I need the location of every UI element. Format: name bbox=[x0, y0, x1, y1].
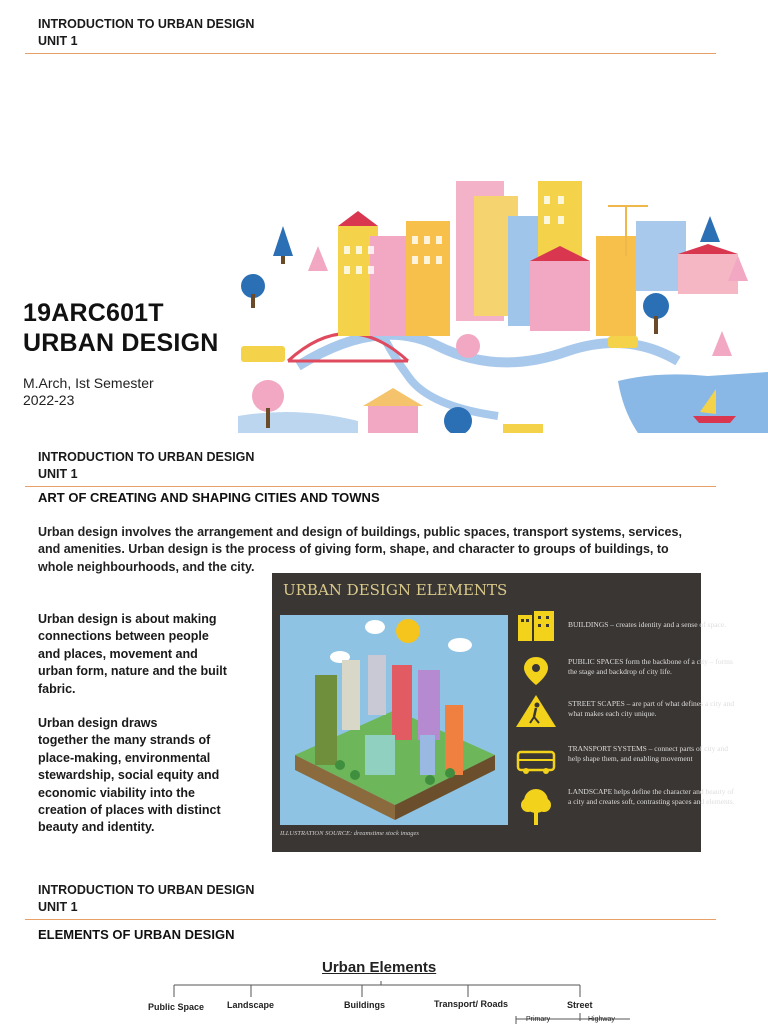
para-line: economic viability into the bbox=[38, 785, 195, 800]
panel-title: URBAN DESIGN ELEMENTS bbox=[283, 581, 508, 599]
para-line: fabric. bbox=[38, 681, 76, 696]
item-text: TRANSPORT SYSTEMS – connect parts of city and help shape them, and enabling movement bbox=[568, 744, 729, 763]
para-line: beauty and identity. bbox=[38, 820, 155, 835]
course-title: URBAN DESIGN bbox=[23, 329, 219, 357]
intro-line: and amenities. Urban design is the process of giving form, shape, and character to groups of buildings, to bbox=[38, 542, 669, 557]
buildings-icon bbox=[516, 611, 556, 643]
branch-buildings: Buildings bbox=[344, 1000, 385, 1010]
para-line: urban form, nature and the built bbox=[38, 664, 227, 679]
diagram-title: Urban Elements bbox=[322, 959, 437, 976]
header-rule bbox=[25, 486, 716, 487]
location-pin-icon bbox=[516, 655, 556, 687]
tree-icon bbox=[516, 787, 556, 827]
para-line: creation of places with distinct bbox=[38, 803, 221, 818]
paragraph-connections bbox=[38, 611, 268, 698]
program-label: M.Arch, Ist Semester bbox=[23, 375, 154, 391]
item-text: LANDSCAPE helps define the character and beauty of a city and creates soft, contrasting spaces and elements. bbox=[568, 787, 735, 806]
year-label: 2022-23 bbox=[23, 392, 75, 408]
header-line1: INTRODUCTION TO URBAN DESIGN bbox=[38, 450, 255, 464]
paragraph-strands bbox=[38, 715, 268, 837]
para-line: connections between people bbox=[38, 629, 209, 644]
intro-paragraph bbox=[38, 524, 738, 576]
illustration-source: ILLUSTRATION SOURCE: dreamstime stock images bbox=[280, 830, 419, 837]
header-rule bbox=[25, 919, 716, 920]
branch-public-space: Public Space bbox=[148, 1002, 205, 1012]
course-code: 19ARC601T bbox=[23, 299, 164, 327]
header-line2: UNIT 1 bbox=[38, 34, 78, 48]
header-line2: UNIT 1 bbox=[38, 467, 78, 481]
intro-line: Urban design involves the arrangement and design of buildings, public spaces, transport systems, services, bbox=[38, 525, 682, 539]
para-line: Urban design is about making bbox=[38, 612, 217, 626]
course-info bbox=[23, 375, 154, 409]
header-line1: INTRODUCTION TO URBAN DESIGN bbox=[38, 17, 255, 31]
para-line: stewardship, social equity and bbox=[38, 768, 220, 783]
slide3-header bbox=[38, 882, 254, 916]
course-title-block bbox=[23, 298, 218, 358]
branch-street: Street bbox=[567, 1000, 593, 1010]
para-line: and places, movement and bbox=[38, 646, 198, 661]
pedestrian-crossing-icon bbox=[516, 695, 556, 727]
intro-line: whole neighbourhoods, and the city. bbox=[38, 559, 255, 574]
section-title: ART OF CREATING AND SHAPING CITIES AND TOWNS bbox=[38, 490, 380, 505]
slide1-header bbox=[38, 16, 254, 50]
bus-icon bbox=[516, 744, 556, 776]
item-text: BUILDINGS – creates identity and a sense of space. bbox=[568, 620, 727, 629]
section-title: ELEMENTS OF URBAN DESIGN bbox=[38, 927, 235, 942]
para-line: together the many strands of bbox=[38, 733, 211, 748]
header-line2: UNIT 1 bbox=[38, 900, 78, 914]
header-rule bbox=[25, 53, 716, 54]
item-text: STREET SCAPES – are part of what defines a city and what makes each city unique. bbox=[568, 699, 735, 718]
slide2-header bbox=[38, 449, 254, 483]
isometric-city-illustration bbox=[280, 615, 508, 825]
para-line: Urban design draws bbox=[38, 716, 158, 730]
urban-design-elements-panel bbox=[272, 573, 735, 852]
branch-landscape: Landscape bbox=[227, 1000, 275, 1010]
header-line1: INTRODUCTION TO URBAN DESIGN bbox=[38, 883, 255, 897]
item-text: PUBLIC SPACES form the backbone of a city – forms the stage and backdrop of city life. bbox=[568, 657, 733, 676]
sub-branch-primary: Primary bbox=[526, 1016, 551, 1023]
city-illustration bbox=[238, 176, 768, 433]
para-line: place-making, environmental bbox=[38, 750, 211, 765]
sub-branch-highway: Highway bbox=[588, 1016, 615, 1023]
branch-transport-roads: Transport/ Roads bbox=[434, 999, 509, 1009]
